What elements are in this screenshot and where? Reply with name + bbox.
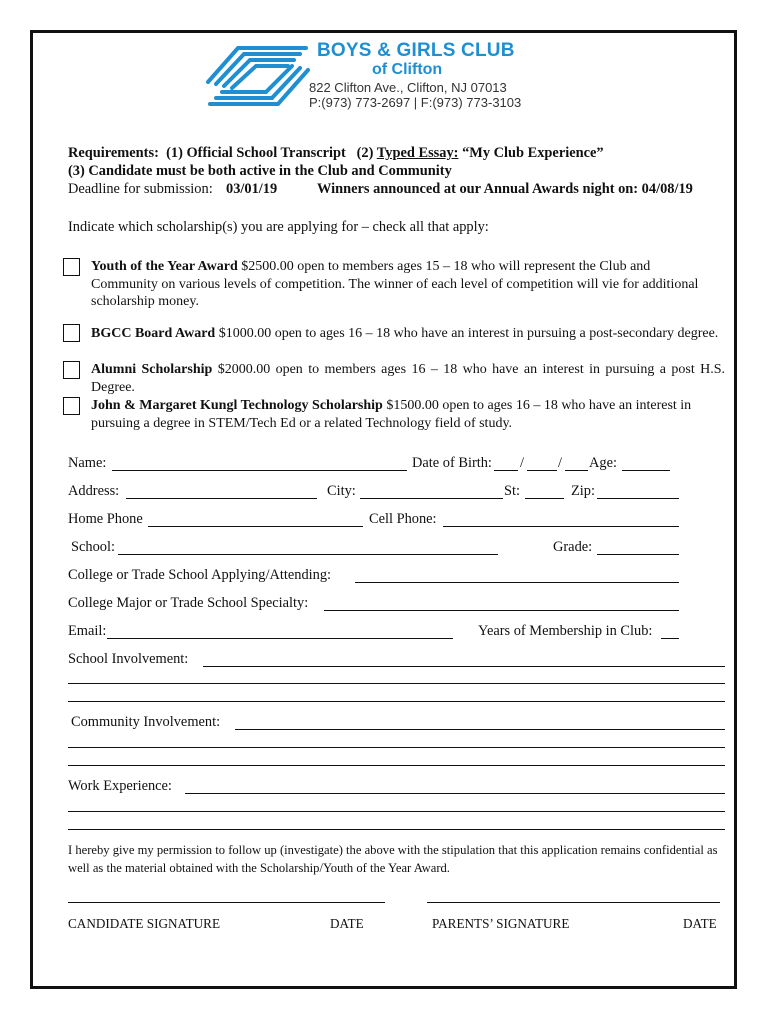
state-label: St: — [504, 483, 520, 499]
work-experience-field[interactable] — [185, 793, 725, 794]
checkbox-youth-of-the-year[interactable] — [63, 258, 80, 276]
requirement-essay-label: Typed Essay: — [376, 145, 459, 161]
state-field[interactable] — [525, 498, 564, 499]
scholarship-name: Youth of the Year Award — [91, 259, 238, 274]
zip-label: Zip: — [571, 483, 595, 499]
scholarship-amount: $2500.00 — [241, 259, 294, 274]
scholarship-description: open to ages 16 – 18 who have an interest in pursuing a post-secondary degree. — [274, 326, 719, 341]
membership-years-label: Years of Membership in Club: — [478, 623, 653, 639]
community-involvement-line[interactable] — [68, 747, 725, 748]
parents-signature-line[interactable] — [427, 902, 720, 903]
address-label: Address: — [68, 483, 120, 499]
zip-field[interactable] — [597, 498, 679, 499]
grade-label: Grade: — [553, 539, 593, 555]
community-involvement-label: Community Involvement: — [71, 714, 221, 730]
candidate-signature-label: CANDIDATE SIGNATURE — [68, 916, 221, 931]
checkbox-bgcc-board[interactable] — [63, 324, 80, 342]
school-involvement-line[interactable] — [68, 701, 725, 702]
scholarship-amount: $2000.00 — [217, 362, 271, 377]
address-field[interactable] — [126, 498, 317, 499]
org-name: BOYS & GIRLS CLUB — [317, 40, 515, 61]
school-involvement-line[interactable] — [68, 683, 725, 684]
school-involvement-field[interactable] — [203, 666, 725, 667]
home-phone-label: Home Phone — [68, 511, 143, 527]
age-field[interactable] — [622, 470, 670, 471]
dob-separator: / — [558, 455, 562, 471]
city-field[interactable] — [360, 498, 503, 499]
cell-phone-field[interactable] — [443, 526, 679, 527]
permission-statement: I hereby give my permission to follow up (investigate) the above with the stipulation that this application remains confidential as well as the material obtained with the Scholarship/Youth of the Year Award. — [68, 843, 718, 875]
requirement-essay-title: “My Club Experience” — [462, 145, 604, 161]
parents-signature-label: PARENTS’ SIGNATURE — [432, 916, 570, 931]
scholarship-description: open to members ages 15 – 18 who will represent the Club and Community on various levels of competition. The winner of each level of competition will vie for additional scholarship money. — [91, 259, 699, 309]
dob-label: Date of Birth: — [412, 455, 492, 471]
community-involvement-line[interactable] — [68, 765, 725, 766]
scholarship-amount: $1000.00 — [218, 326, 272, 341]
scholarship-alumni — [91, 361, 725, 396]
college-label: College or Trade School Applying/Attending: — [68, 567, 332, 583]
scholarship-description: open to ages 16 – 18 who have an interest in pursuing a degree in STEM/Tech Ed or a related Technology field of study. — [91, 398, 692, 431]
deadline-label: Deadline for submission: — [68, 181, 213, 197]
school-field[interactable] — [118, 554, 498, 555]
grade-field[interactable] — [597, 554, 679, 555]
major-label: College Major or Trade School Specialty: — [68, 595, 309, 611]
dob-separator: / — [520, 455, 524, 471]
scholarship-youth-of-the-year — [91, 258, 703, 311]
major-field[interactable] — [324, 610, 679, 611]
city-label: City: — [327, 483, 356, 499]
scholarship-name: Alumni Scholarship — [91, 362, 213, 377]
school-label: School: — [71, 539, 115, 555]
candidate-date-label: DATE — [330, 916, 364, 931]
checkbox-kungl-technology[interactable] — [63, 397, 80, 415]
scholarship-amount: $1500.00 — [386, 398, 439, 413]
scholarship-description: open to members ages 16 – 18 who have an interest in pursuing a post H.S. Degree. — [91, 362, 725, 395]
school-involvement-label: School Involvement: — [68, 651, 189, 667]
dob-year-field[interactable] — [565, 470, 588, 471]
winners-announcement: Winners announced at our Annual Awards night on: 04/08/19 — [317, 181, 693, 197]
scholarship-bgcc-board — [91, 325, 721, 343]
requirement-essay-number: (2) — [356, 145, 374, 161]
org-location: of Clifton — [372, 61, 443, 78]
scholarship-name: John & Margaret Kungl Technology Scholarship — [91, 398, 383, 413]
name-field[interactable] — [112, 470, 407, 471]
org-phone-fax: P:(973) 773-2697 | F:(973) 773-3103 — [309, 95, 522, 110]
dob-month-field[interactable] — [494, 470, 518, 471]
checkbox-alumni[interactable] — [63, 361, 80, 379]
email-field[interactable] — [107, 638, 453, 639]
boys-girls-club-hands-logo-icon — [202, 40, 314, 112]
home-phone-field[interactable] — [148, 526, 363, 527]
cell-phone-label: Cell Phone: — [369, 511, 437, 527]
requirements-line — [68, 145, 604, 162]
community-involvement-field[interactable] — [235, 729, 725, 730]
work-experience-line[interactable] — [68, 811, 725, 812]
age-label: Age: — [589, 455, 617, 471]
dob-day-field[interactable] — [527, 470, 557, 471]
membership-years-field[interactable] — [661, 638, 679, 639]
name-label: Name: — [68, 455, 107, 471]
org-address: 822 Clifton Ave., Clifton, NJ 07013 — [309, 80, 507, 95]
work-experience-label: Work Experience: — [68, 778, 172, 794]
email-label: Email: — [68, 623, 107, 639]
deadline-date: 03/01/19 — [226, 181, 278, 197]
parents-date-label: DATE — [683, 916, 717, 931]
requirements-label: Requirements: — [68, 145, 159, 161]
scholarship-instruction: Indicate which scholarship(s) you are applying for – check all that apply: — [68, 219, 489, 235]
college-field[interactable] — [355, 582, 679, 583]
work-experience-line[interactable] — [68, 829, 725, 830]
scholarship-kungl-technology — [91, 397, 719, 432]
scholarship-name: BGCC Board Award — [91, 326, 216, 341]
candidate-signature-line[interactable] — [68, 902, 385, 903]
requirement-transcript: (1) Official School Transcript — [166, 145, 346, 161]
requirement-active-member: (3) Candidate must be both active in the Club and Community — [68, 163, 452, 179]
